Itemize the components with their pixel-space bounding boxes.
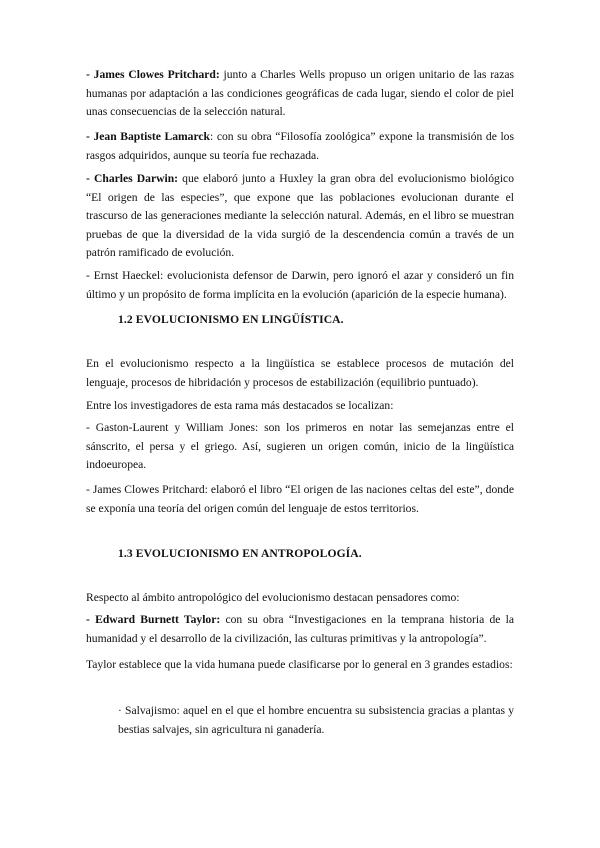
paragraph-tylor-stages: Taylor establece que la vida humana puede clasificarse por lo general en 3 grandes estadios: [86,658,513,671]
paragraph-pritchard-language: - James Clowes Pritchard: elaboró el libro “El origen de las naciones celtas del este”, donde se exponía una teoría del origen común del lenguaje de estos territorios. [86,483,514,515]
paragraph-lamarck [86,128,514,165]
paragraph-tylor [86,611,514,648]
paragraph-anthropology-intro: Respecto al ámbito antropológico del evolucionismo destacan pensadores como: [86,591,460,604]
heading-anthropology: 1.3 EVOLUCIONISMO EN ANTROPOLOGÍA. [118,547,362,560]
heading-linguistics: 1.2 EVOLUCIONISMO EN LINGÜÍSTICA. [118,313,344,326]
list-item-salvajismo: · Salvajismo: aquel en el que el hombre encuentra su subsistencia gracias a plantas y bestias salvajes, sin agricultura ni ganadería. [118,704,514,736]
author-name: - James Clowes Pritchard: [86,68,220,81]
author-name: - Charles Darwin: [86,172,179,185]
paragraph-text: que elaboró junto a Huxley la gran obra del evolucionismo biológico “El origen de las especies”, que expone que las poblaciones evolucionan durante el trascurso de las generaciones mediante la selección natural. Además, en el libro se muestran pruebas de que la diversidad de la vida surgió de la descendencia común a través de un patrón ramificado de evolución. [86,172,514,260]
author-name: - Jean Baptiste Lamarck [86,130,210,143]
paragraph-haeckel: - Ernst Haeckel: evolucionista defensor de Darwin, pero ignoró el azar y consideró un fin último y un propósito de forma implícita en la evolución (aparición de la especie humana). [86,269,514,301]
paragraph-text: con su obra “Investigaciones en la temprana historia de la humanidad y el desarrollo de la civilización, las culturas primitivas y la antropología”. [86,613,514,645]
paragraph-linguistics-researchers: Entre los investigadores de esta rama más destacados se localizan: [86,399,394,412]
paragraph-linguistics-intro: En el evolucionismo respecto a la lingüística se establece procesos de mutación del lenguaje, procesos de hibridación y procesos de estabilización (equilibrio puntuado). [86,357,514,389]
paragraph-text: : con su obra “Filosofía zoológica” expone la transmisión de los rasgos adquiridos, aunque su teoría fue rechazada. [86,130,514,162]
paragraph-pritchard-races [86,66,514,122]
author-name: - Edward Burnett Taylor: [86,613,221,626]
paragraph-text: junto a Charles Wells propuso un origen unitario de las razas humanas por adaptación a las condiciones geográficas de cada lugar, siendo el color de piel unas consecuencias de la selección natural. [86,68,514,119]
paragraph-darwin [86,170,514,263]
paragraph-gaston-jones: - Gaston-Laurent y William Jones: son los primeros en notar las semejanzas entre el sánscrito, el persa y el griego. Así, sugieren un origen común, inicio de la lingüística indoeuropea. [86,421,514,472]
